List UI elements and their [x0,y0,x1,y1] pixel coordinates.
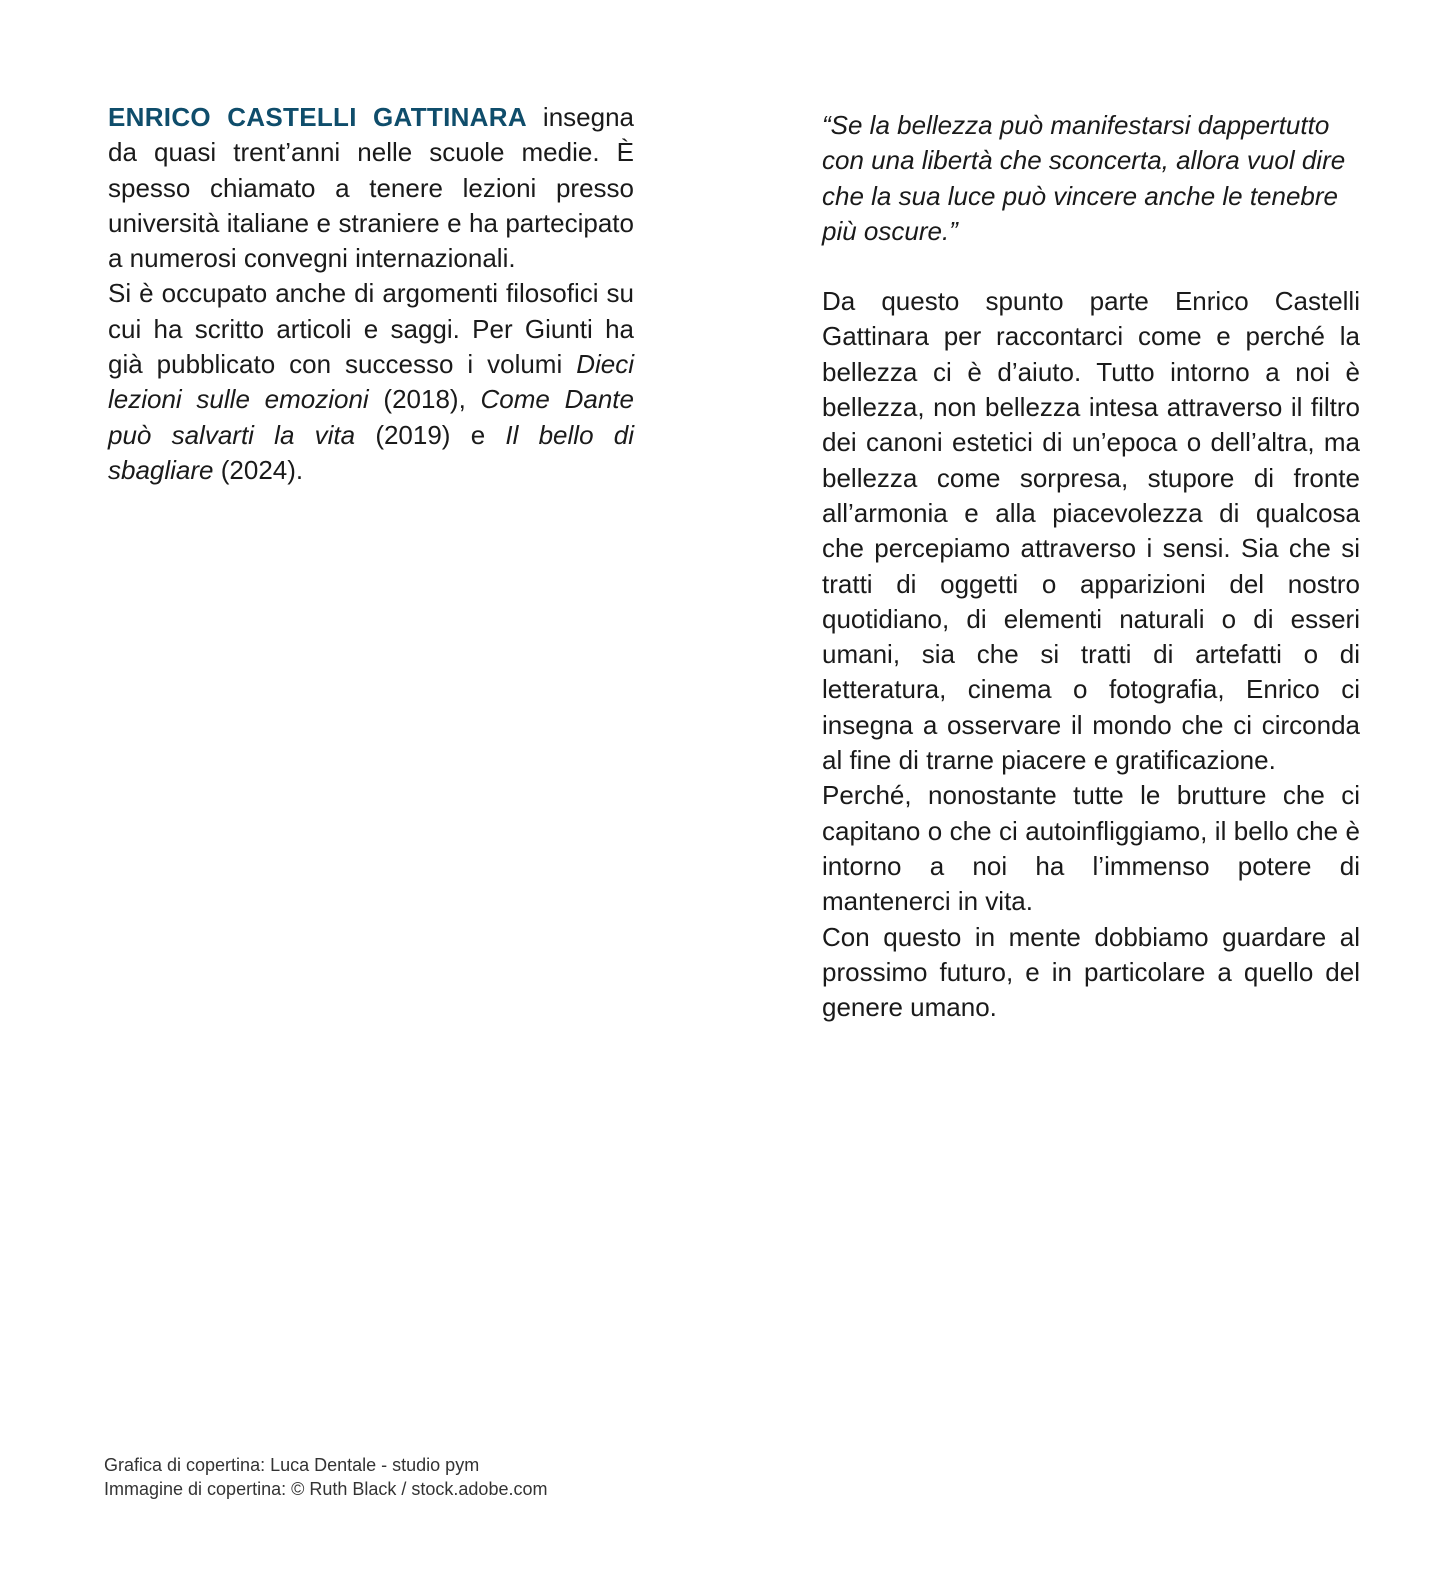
book-year-1: (2018), [368,384,481,415]
book-title-3: Il bello di sbagliare [108,419,634,485]
author-name: ENRICO CASTELLI GATTINARA [108,102,527,132]
author-publications-paragraph [108,276,634,488]
blurb-paragraph-2: Perché, nonostante tutte le brutture che ci capitano o che ci autoinfliggiamo, il bello che è intorno a noi ha l’immenso potere di mantenerci in vita. [822,780,1360,917]
book-year-3: (2024). [213,454,304,485]
author-bio-paragraph [108,100,634,276]
blurb-paragraph-1: Da questo spunto parte Enrico Castelli Gattinara per raccontarci come e perché la bellezza ci è d’aiuto. Tutto intorno a noi è bellezza, non bellezza intesa attraverso il filtro dei canoni estetici di un’epoca o dell’altra, ma bellezza come sorpresa, stupore di fronte all’armonia e alla piacevolezza di qualcosa che percepiamo attraverso i sensi. Sia che si tratti di oggetti o apparizioni del nostro quotidiano, di elementi naturali o di esseri umani, sia che si tratti di artefatti o di letteratura, cinema o fotografia, Enrico ci insegna a osservare il mondo che ci circonda al fine di trarne piacere e gratificazione. [822,286,1360,776]
book-title-1: Dieci lezioni sulle emozioni [108,349,634,415]
book-title-2: Come Dante può salvarti la vita [108,384,634,450]
cover-credits [104,1453,804,1501]
blurb-paragraph-3: Con questo in mente dobbiamo guardare al prossimo futuro, e in particolare a quello del genere umano. [822,921,1360,1023]
paragraph-spacer [822,249,1360,284]
blurb-quote: “Se la bellezza può manifestarsi dappertutto con una libertà che sconcerta, allora vuol dire che la sua luce può vincere anche le tenebre più oscure.” [822,110,1346,246]
book-blurb-column [822,108,1360,1025]
cover-image-credit: Immagine di copertina: © Ruth Black / stock.adobe.com [104,1479,548,1499]
cover-design-credit: Grafica di copertina: Luca Dentale - studio pym [104,1455,480,1475]
bio-publications-text: Si è occupato anche di argomenti filosofici su cui ha scritto articoli e saggi. Per Giunti ha già pubblicato con successo i volumi [108,278,634,380]
author-bio-column [108,100,634,488]
book-year-2: (2019) e [355,419,506,450]
bio-intro-text: insegna da quasi trent’anni nelle scuole medie. È spesso chiamato a tenere lezioni presso università italiane e straniere e ha partecipato a numerosi convegni internazionali. [108,102,634,274]
